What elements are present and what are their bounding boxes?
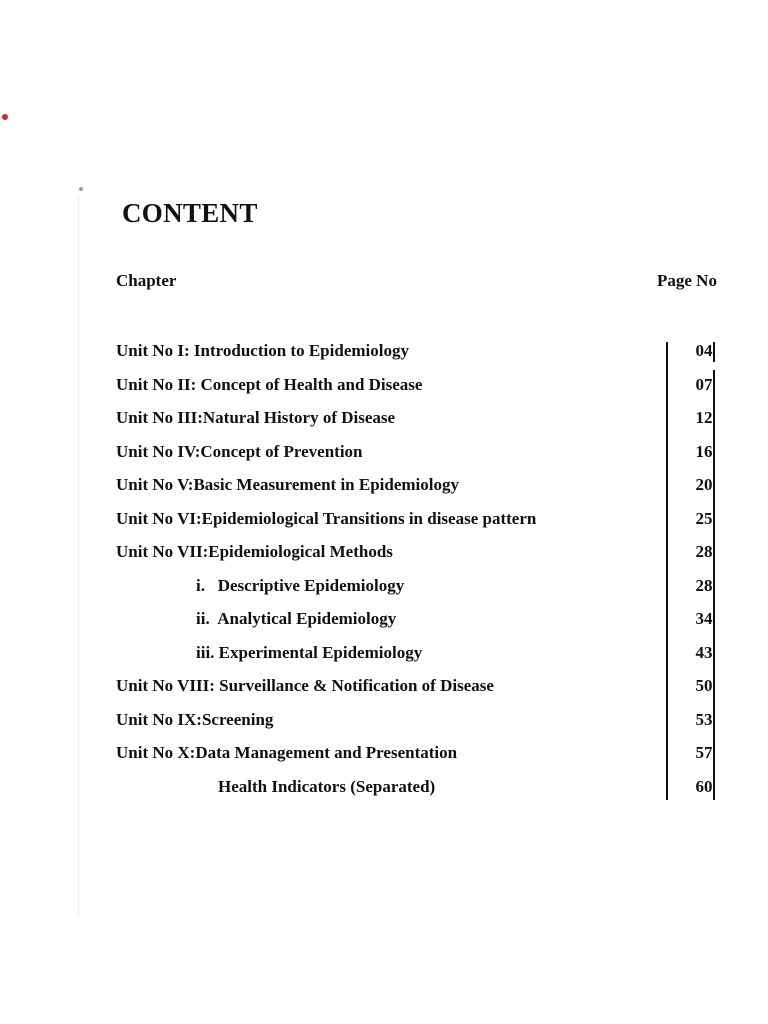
toc-entry-page: 57: [695, 743, 713, 762]
red-marker-dot: [2, 114, 8, 120]
toc-entry-title: Health Indicators (Separated): [218, 776, 436, 796]
toc-entry-health-indicators: [116, 770, 716, 804]
toc-entry-unit-9: [116, 703, 716, 737]
page-edge-line: [78, 196, 79, 916]
toc-entry-page: 04: [695, 341, 713, 360]
toc-entry-unit-7: [116, 535, 716, 569]
toc-entry-unit-8: [116, 669, 716, 703]
toc-entry-page: 12: [695, 408, 713, 427]
toc-entry-title: ii. Analytical Epidemiology: [196, 609, 397, 628]
page-column-border-gap: [713, 362, 715, 370]
toc-entry-title: Unit No VII:Epidemiological Methods: [116, 542, 393, 561]
toc-entry-unit-2: [116, 368, 716, 402]
toc-entry-page: 60: [695, 776, 713, 796]
toc-entry-title: Unit No I: Introduction to Epidemiology: [116, 341, 409, 360]
toc-entry-unit-1: [116, 334, 716, 368]
toc-entry-title: Unit No II: Concept of Health and Disease: [116, 374, 423, 394]
toc-entry-title: Unit No X:Data Management and Presentation: [116, 743, 458, 762]
toc-entry-title: iii. Experimental Epidemiology: [196, 642, 423, 662]
toc-subentry-analytical: [116, 602, 716, 636]
toc-entry-page: 07: [695, 374, 713, 394]
page-no-column-header: Page No: [657, 271, 717, 290]
toc-entry-title: Unit No IV:Concept of Prevention: [116, 441, 363, 461]
grey-marker-dot: [79, 187, 83, 191]
toc-entry-page: 25: [695, 508, 713, 528]
toc-subentry-experimental: [116, 636, 716, 670]
toc-entry-title: Unit No IX:Screening: [116, 709, 274, 729]
page-title: CONTENT: [122, 198, 258, 228]
toc-entry-unit-5: [116, 468, 716, 502]
toc-entry-title: Unit No VI:Epidemiological Transitions in disease pattern: [116, 508, 537, 528]
toc-entry-title: Unit No VIII: Surveillance & Notification of Disease: [116, 676, 494, 695]
toc-entry-page: 34: [695, 609, 713, 628]
toc-entry-unit-4: [116, 435, 716, 469]
toc-entry-title: Unit No III:Natural History of Disease: [116, 408, 396, 427]
table-of-contents: [116, 334, 716, 803]
toc-entry-page: 50: [695, 676, 713, 695]
toc-entry-title: i. Descriptive Epidemiology: [196, 575, 405, 595]
toc-entry-unit-6: [116, 502, 716, 536]
toc-entry-page: 16: [695, 441, 713, 461]
toc-entry-unit-3: [116, 401, 716, 435]
page-column-right-border: [713, 342, 715, 800]
toc-entry-unit-10: [116, 736, 716, 770]
toc-entry-page: 53: [695, 709, 713, 729]
toc-entry-page: 20: [695, 475, 713, 494]
toc-entry-page: 43: [695, 642, 713, 662]
toc-entry-title: Unit No V:Basic Measurement in Epidemiology: [116, 475, 460, 494]
toc-subentry-descriptive: [116, 569, 716, 603]
toc-entry-page: 28: [695, 575, 713, 595]
page-column-left-border: [666, 342, 668, 800]
chapter-column-header: Chapter: [116, 271, 177, 290]
toc-entry-page: 28: [695, 542, 713, 561]
